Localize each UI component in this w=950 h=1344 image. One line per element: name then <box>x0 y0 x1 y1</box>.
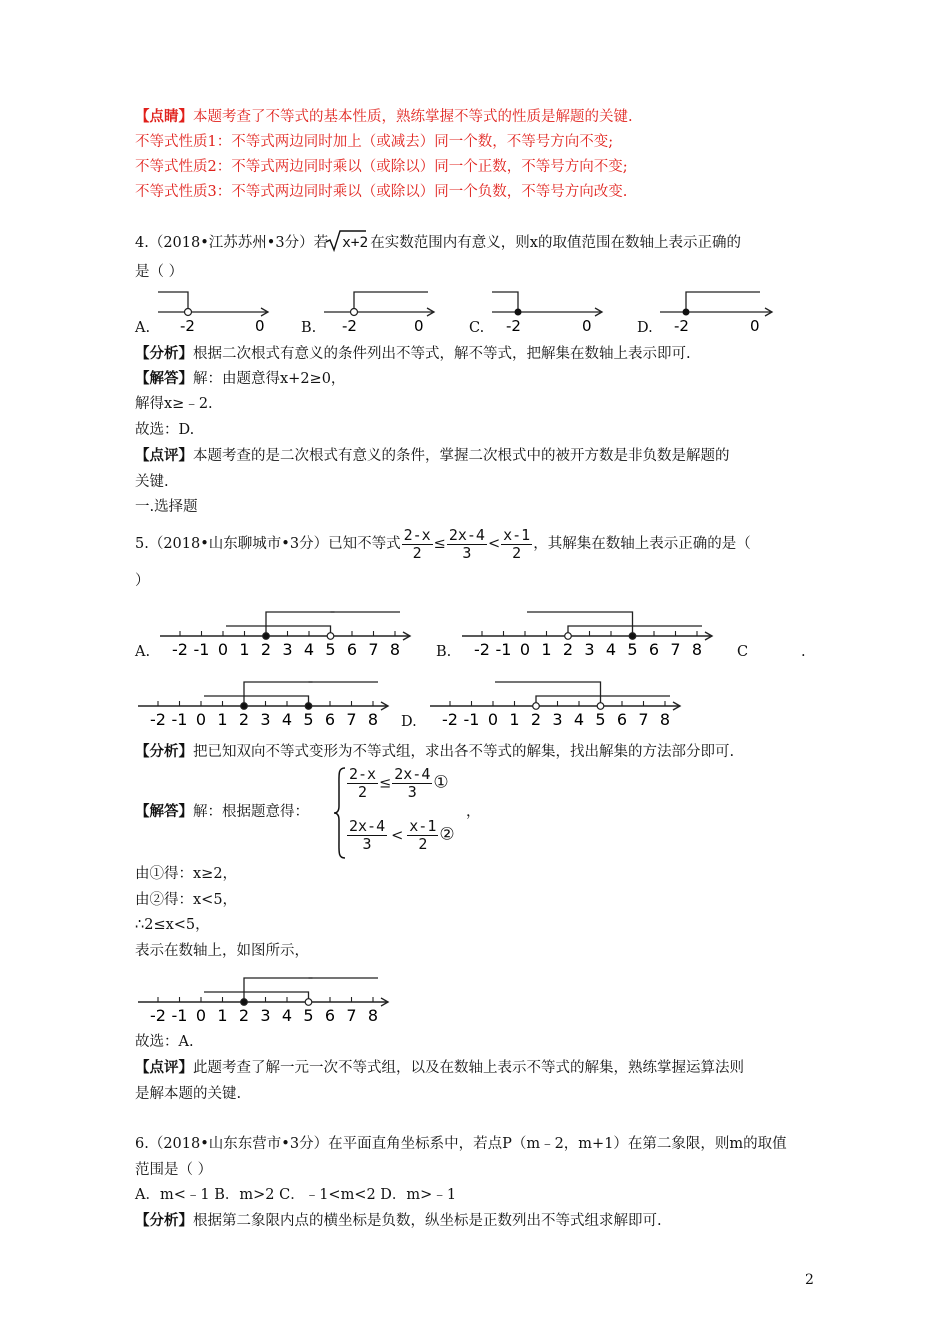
q5-answer-intro <box>135 802 309 822</box>
tick-label: 4 <box>303 640 315 659</box>
q4-option-c-label: C. <box>469 320 485 336</box>
tick-label-minus-2: -2 <box>180 317 195 335</box>
closed-point <box>515 309 522 316</box>
q5-option-a-numberline <box>160 596 420 658</box>
label-circle-1: ① <box>433 772 449 793</box>
denominator: 3 <box>462 543 472 562</box>
relation-le: ≤ <box>433 536 446 552</box>
q4-option-d-numberline <box>660 288 780 336</box>
closed-point <box>263 633 270 640</box>
tick-label: -2 <box>442 710 458 729</box>
q4-review-1 <box>135 446 730 466</box>
numerator: 2-x <box>403 525 431 544</box>
q4-option-b-numberline <box>324 288 439 336</box>
tick-label: 0 <box>519 640 531 659</box>
tick-label: 3 <box>260 710 271 729</box>
solution-bracket <box>354 292 428 312</box>
tick-label-minus-2: -2 <box>674 317 689 335</box>
tick-label: -2 <box>474 640 490 659</box>
tick-label: 7 <box>670 640 681 659</box>
review-tag: 【点评】 <box>135 1059 193 1076</box>
q6-analysis <box>135 1211 662 1231</box>
tick-label-0: 0 <box>414 317 424 335</box>
fraction-3 <box>501 527 532 562</box>
tick-label-minus-2: -2 <box>506 317 521 335</box>
q4-answer-3: 故选：D. <box>135 422 195 438</box>
tick-label: 5 <box>303 710 314 729</box>
q4-option-b-label: B. <box>301 320 317 336</box>
tick-label: 6 <box>346 640 358 659</box>
closed-point <box>241 999 248 1006</box>
denominator: 2 <box>418 835 428 853</box>
tick-label: 3 <box>552 710 563 729</box>
answer-tag: 【解答】 <box>135 370 193 387</box>
q4-stem-b: 在实数范围内有意义，则x的取值范围在数轴上表示正确的 <box>370 235 741 251</box>
q5-step-1: 由①得：x≥2， <box>135 866 238 882</box>
open-point <box>327 633 334 640</box>
tick-label: 3 <box>584 640 595 659</box>
section-heading: 一.选择题 <box>135 499 198 515</box>
inequality-2 <box>346 818 455 853</box>
fraction-2 <box>447 527 487 562</box>
numerator: 2x-4 <box>394 765 431 783</box>
sqrt-expression <box>328 233 370 253</box>
fraction <box>392 766 432 801</box>
q4-review-2: 关键. <box>135 474 169 490</box>
solution-bracket <box>204 992 309 1002</box>
tick-label: -1 <box>193 640 210 659</box>
tick-label: 1 <box>217 710 228 729</box>
tick-label: 1 <box>541 640 552 659</box>
tick-label: 6 <box>648 640 660 659</box>
q4-stem <box>135 233 741 253</box>
tick-label: 8 <box>659 710 671 729</box>
tick-label: 0 <box>195 1006 207 1025</box>
tick-label: 2 <box>562 640 574 659</box>
fraction <box>407 818 438 853</box>
tick-label-0: 0 <box>582 317 592 335</box>
tick-label: -2 <box>150 1006 166 1025</box>
q5-review-1 <box>135 1058 744 1078</box>
q5-review-2: 是解本题的关键. <box>135 1086 242 1102</box>
solution-bracket <box>686 292 760 312</box>
q5-option-c-label: C <box>737 644 749 660</box>
numerator: x-1 <box>409 817 437 835</box>
q4-option-c-numberline <box>492 288 607 336</box>
tick-label: 5 <box>595 710 606 729</box>
solution-bracket <box>158 292 188 312</box>
tick-label: 4 <box>281 1006 293 1025</box>
tick-label: 4 <box>281 710 293 729</box>
relation-lt: < <box>487 536 501 552</box>
fraction-1 <box>402 527 433 562</box>
numerator: 2x-4 <box>349 817 386 835</box>
tick-label-0: 0 <box>255 317 265 335</box>
tick-label: 5 <box>627 640 638 659</box>
tick-label: 1 <box>239 640 250 659</box>
closed-point <box>683 309 690 316</box>
tick-label: 7 <box>368 640 379 659</box>
tick-label: -2 <box>150 710 166 729</box>
tick-label: 7 <box>638 710 649 729</box>
tick-label: 2 <box>238 1006 250 1025</box>
tick-label-minus-2: -2 <box>342 317 357 335</box>
closed-point <box>629 633 636 640</box>
answer-text: 解：根据题意得： <box>193 804 309 820</box>
q5-step-2: 由②得：x<5， <box>135 892 238 908</box>
solution-bracket <box>244 978 313 1002</box>
q6-options: A．m<﹣1 B．m>2 C．﹣1<m<2 D．m>﹣1 <box>135 1187 457 1203</box>
q5-stem <box>135 524 751 564</box>
q5-option-c-numberline <box>138 666 398 728</box>
numerator: x-1 <box>503 525 531 544</box>
solution-bracket <box>266 612 335 636</box>
fraction <box>347 766 378 801</box>
review-text: 此题考查了解一元一次不等式组，以及在数轴上表示不等式的解集，熟练掌握运算法则 <box>193 1060 744 1076</box>
answer-tag: 【解答】 <box>135 803 193 820</box>
tick-label: 8 <box>691 640 703 659</box>
tick-label: 4 <box>605 640 617 659</box>
q5-analysis <box>135 742 734 762</box>
tick-label: 1 <box>217 1006 228 1025</box>
q5-stem-b: ，其解集在数轴上表示正确的是（ <box>533 536 751 552</box>
analysis-tag: 【分析】 <box>135 743 193 760</box>
tick-label: -1 <box>463 710 480 729</box>
tick-label: 8 <box>367 1006 379 1025</box>
tick-label: 7 <box>346 710 357 729</box>
property-1: 不等式性质1：不等式两边同时加上（或减去）同一个数，不等号方向不变; <box>135 134 614 150</box>
tick-label-0: 0 <box>750 317 760 335</box>
q5-option-b-numberline <box>462 596 722 658</box>
q5-option-c-dot: . <box>801 644 806 660</box>
open-point <box>185 309 192 316</box>
denominator: 2 <box>512 543 522 562</box>
open-point <box>351 309 358 316</box>
answer-text: 解：由题意得x+2≥0， <box>193 371 346 387</box>
q5-option-a-label: A. <box>135 644 151 660</box>
numerator: 2x-4 <box>448 525 485 544</box>
analysis-text: 把已知双向不等式变形为不等式组，求出各不等式的解集，找出解集的方法部分即可. <box>193 744 735 760</box>
review-text: 本题考查的是二次根式有意义的条件，掌握二次根式中的被开方数是非负数是解题的 <box>193 448 730 464</box>
q5-step-3: ∴2≤x<5， <box>135 917 210 933</box>
tick-label: 8 <box>389 640 401 659</box>
tick-label: -1 <box>171 710 188 729</box>
tick-label: 2 <box>530 710 542 729</box>
closed-point <box>305 703 312 710</box>
solution-bracket <box>226 626 331 636</box>
denominator: 2 <box>358 783 368 801</box>
tick-label: 6 <box>324 710 336 729</box>
q4-stem-a: 4.（2018•江苏苏州•3分）若 <box>135 235 329 251</box>
q5-option-b-label: B. <box>436 644 452 660</box>
solution-bracket <box>204 696 309 706</box>
q5-solution-numberline <box>138 962 398 1024</box>
tick-label: 2 <box>260 640 272 659</box>
left-brace-icon <box>333 766 347 860</box>
q4-answer-1 <box>135 369 345 389</box>
tick-label: -1 <box>495 640 512 659</box>
tick-label: 1 <box>509 710 520 729</box>
radical-sign-icon <box>326 230 366 252</box>
q5-step-4: 表示在数轴上，如图所示， <box>135 943 309 959</box>
comment-tag: 【点睛】 <box>135 108 193 125</box>
denominator: 3 <box>362 835 372 853</box>
q5-stem-c: ） <box>135 573 150 589</box>
solution-bracket <box>527 612 633 636</box>
q4-stem-c: 是（ ） <box>135 264 184 280</box>
tick-label: 3 <box>260 1006 271 1025</box>
q4-option-a-label: A. <box>135 320 151 336</box>
q5-choice: 故选：A. <box>135 1034 194 1050</box>
tick-label: 5 <box>303 1006 314 1025</box>
q4-answer-2: 解得x≥﹣2. <box>135 396 213 412</box>
denominator: 3 <box>407 783 417 801</box>
page-number: 2 <box>805 1272 814 1288</box>
comment-line-1 <box>135 107 633 127</box>
radicand: x+2 <box>342 235 369 251</box>
q5-option-d-numberline <box>430 666 690 728</box>
tick-label: 0 <box>487 710 499 729</box>
solution-bracket <box>244 682 313 706</box>
tick-label: 3 <box>282 640 293 659</box>
tick-label: -2 <box>172 640 188 659</box>
analysis-tag: 【分析】 <box>135 345 193 362</box>
tick-label: 4 <box>573 710 585 729</box>
denominator: 2 <box>412 543 422 562</box>
tick-label: 2 <box>238 710 250 729</box>
tick-label: 0 <box>195 710 207 729</box>
q5-stem-a: 5.（2018•山东聊城市•3分）已知不等式 <box>135 536 401 552</box>
tick-label: 5 <box>325 640 336 659</box>
tick-label: 8 <box>367 710 379 729</box>
numerator: 2-x <box>349 765 377 783</box>
analysis-text: 根据第二象限内点的横坐标是负数，纵坐标是正数列出不等式组求解即可. <box>193 1213 662 1229</box>
inequality-1 <box>346 766 449 801</box>
property-3: 不等式性质3：不等式两边同时乘以（或除以）同一个负数，不等号方向改变. <box>135 184 628 200</box>
analysis-tag: 【分析】 <box>135 1212 193 1229</box>
q4-analysis <box>135 344 691 364</box>
comment-text: 本题考查了不等式的基本性质，熟练掌握不等式的性质是解题的关键. <box>193 109 633 125</box>
label-circle-2: ② <box>439 824 455 845</box>
q6-stem-1: 6.（2018•山东东营市•3分）在平面直角坐标系中，若点P（m﹣2，m+1）在第二象限，则m的取值 <box>135 1136 787 1152</box>
relation: < <box>391 827 404 844</box>
open-point <box>533 703 540 710</box>
q4-option-a-numberline <box>158 288 273 336</box>
review-tag: 【点评】 <box>135 447 193 464</box>
open-point <box>305 999 312 1006</box>
tick-label: 0 <box>217 640 229 659</box>
tick-label: 6 <box>324 1006 336 1025</box>
relation: ≤ <box>379 775 392 792</box>
tick-label: -1 <box>171 1006 188 1025</box>
fraction <box>347 818 387 853</box>
solution-bracket <box>492 292 518 312</box>
property-2: 不等式性质2：不等式两边同时乘以（或除以）同一个正数，不等号方向不变; <box>135 159 628 175</box>
q5-option-d-label: D. <box>401 714 417 730</box>
q4-option-d-label: D. <box>637 320 653 336</box>
closed-point <box>241 703 248 710</box>
open-point <box>597 703 604 710</box>
open-point <box>565 633 572 640</box>
q6-stem-2: 范围是（ ） <box>135 1162 213 1178</box>
analysis-text: 根据二次根式有意义的条件列出不等式，解不等式，把解集在数轴上表示即可. <box>193 346 691 362</box>
tick-label: 7 <box>346 1006 357 1025</box>
tick-label: 6 <box>616 710 628 729</box>
system-comma: ， <box>466 804 481 820</box>
solution-bracket <box>495 682 601 706</box>
